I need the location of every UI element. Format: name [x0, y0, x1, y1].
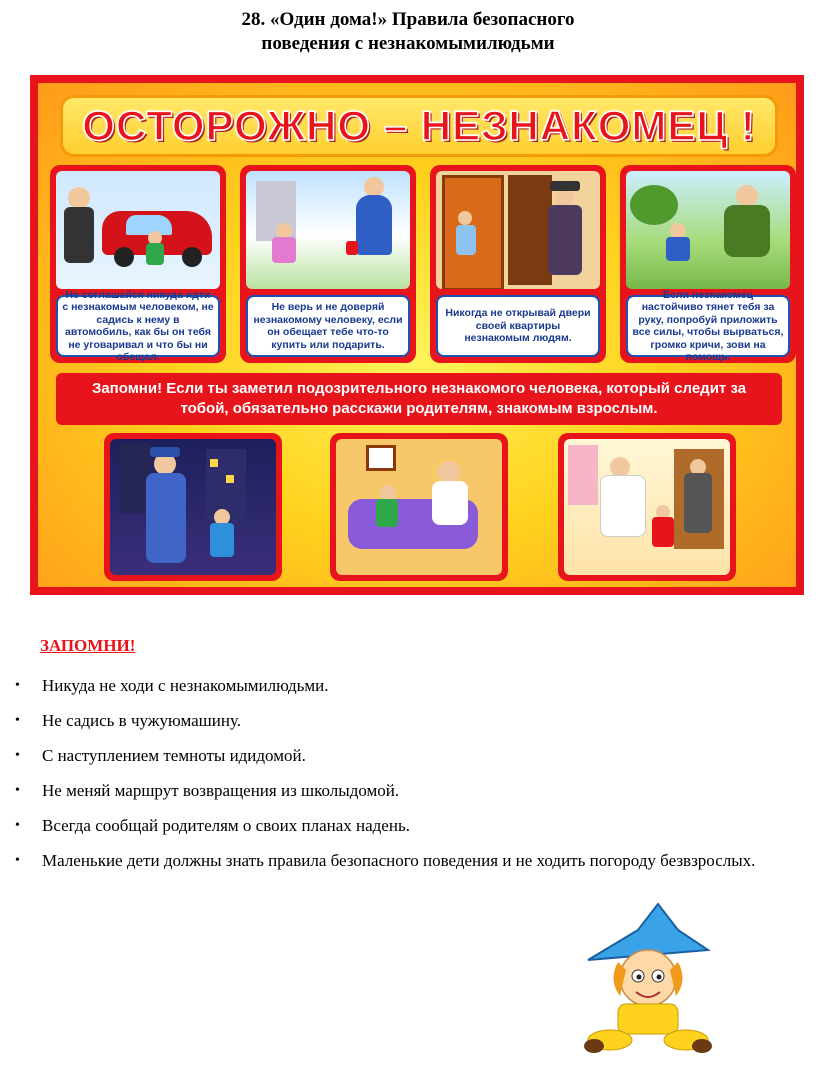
gift-scene-image [246, 171, 410, 289]
card-caption-car: Не соглашайся никуда идти с незнакомым человеком, не садись к нему в автомобиль, как бы он тебя не уговаривал и что бы ни обещал. [56, 295, 220, 357]
list-item [0, 843, 800, 878]
list-item [0, 738, 800, 773]
rule-text: Не меняй маршрут возвращения из школыдомой. [42, 781, 400, 800]
rule-text: Всегда сообщай родителям о своих планах надень. [42, 816, 410, 835]
list-item [0, 773, 800, 808]
parents-scene-image [336, 439, 502, 575]
page-title-line2: поведения с незнакомымилюдьми [261, 33, 555, 54]
poster-banner [60, 95, 778, 157]
bullet-icon: • [15, 678, 20, 693]
bullet-icon: • [15, 713, 20, 728]
poster-banner-text: ОСТОРОЖНО – НЕЗНАКОМЕЦ ! [82, 102, 756, 149]
rule-text: Не садись в чужуюмашину. [42, 711, 242, 730]
cartoon-mascot-image [578, 900, 718, 1060]
list-item [0, 703, 800, 738]
page-title-line1: 28. «Один дома!» Правила безопасного [241, 9, 575, 30]
poster-picture-parents [330, 433, 508, 581]
card-caption-pull: Если незнакомец настойчиво тянет тебя за руку, попробуй приложить все силы, чтобы вырваться, громко кричи, зови на помощь. [626, 295, 790, 357]
list-item [0, 668, 800, 703]
page-title [0, 8, 816, 56]
shop-scene-image [564, 439, 730, 575]
safety-poster [30, 75, 804, 595]
bullet-icon: • [15, 783, 20, 798]
card-caption-door: Никогда не открывай двери своей квартиры незнакомым людям. [436, 295, 600, 357]
poster-card-car [50, 165, 226, 363]
list-item [0, 808, 800, 843]
poster-reminder: Запомни! Если ты заметил подозрительного незнакомого человека, который следит за тобой, обязательно расскажи родителям, знакомым взрослым. [56, 373, 782, 425]
poster-picture-shop [558, 433, 736, 581]
poster-card-gift [240, 165, 416, 363]
rule-text: Никуда не ходи с незнакомымилюдьми. [42, 676, 329, 695]
pull-scene-image [626, 171, 790, 289]
poster-background [38, 83, 796, 587]
police-scene-image [110, 439, 276, 575]
door-scene-image [436, 171, 600, 289]
rules-list [0, 668, 800, 878]
bullet-icon: • [15, 818, 20, 833]
remember-heading: ЗАПОМНИ! [40, 636, 136, 655]
bullet-icon: • [15, 853, 20, 868]
rule-text: Маленькие дети должны знать правила безопасного поведения и не ходить погороду безвзрослых. [42, 851, 756, 870]
rule-text: С наступлением темноты идидомой. [42, 746, 306, 765]
bullet-icon: • [15, 748, 20, 763]
poster-card-pull [620, 165, 796, 363]
card-caption-gift: Не верь и не доверяй незнакомому человеку, если он обещает тебе что-то купить или подарить. [246, 295, 410, 357]
poster-card-door [430, 165, 606, 363]
car-scene-image [56, 171, 220, 289]
poster-picture-police [104, 433, 282, 581]
